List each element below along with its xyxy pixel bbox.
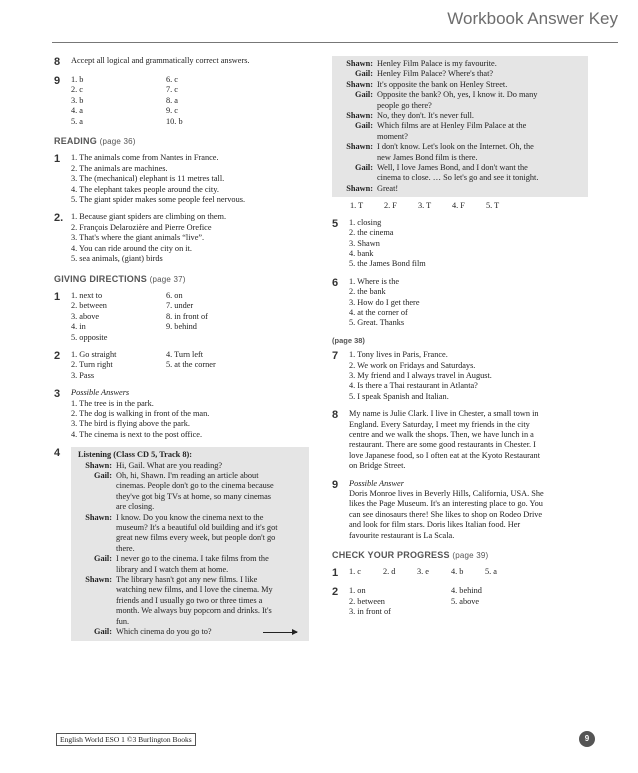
dialogue-turn — [335, 69, 584, 79]
speaker-label: Gail: — [355, 90, 373, 100]
exercise-number: 7 — [332, 350, 339, 363]
answer-line: 3. above — [71, 311, 100, 321]
answer-line: 1. Because giant spiders are climbing on them. — [71, 212, 227, 222]
answer-line: favourite restaurant is La Scala. — [349, 530, 455, 540]
answer-line: 3. The (mechanical) elephant is 11 metres tall. — [71, 174, 225, 184]
exercise-9 — [54, 75, 309, 127]
speaker-line: The library hasn't got any new films. I like watching new films, and I love the cinema. My friends and I usually go two or three times a month. We always buy popcorn and drinks. It's fun. — [116, 575, 273, 626]
progress-exercise-2 — [332, 586, 588, 617]
exercise-number: 4 — [54, 447, 61, 460]
exercise-8-writing — [332, 409, 588, 471]
answers-col-2 — [451, 586, 482, 617]
answer-lines — [71, 212, 309, 264]
exercise-number: 2 — [332, 586, 339, 599]
answer-line: likes the Page Museum. It's an interesting place to go. You — [349, 499, 543, 509]
speaker-label: Gail: — [355, 121, 373, 131]
exercise-number: 2 — [54, 349, 61, 362]
exercise-number: 3 — [54, 388, 61, 401]
speaker-line: Oh, hi, Shawn. I'm reading an article about cinemas. People don't go to the cinema because they've got big TVs at home, so many cinemas are closing. — [116, 471, 274, 512]
left-column — [54, 56, 309, 648]
answer-line: 4. a — [71, 106, 83, 116]
answer-line: 4. You can ride around the city on it. — [71, 243, 192, 253]
speaker-label: Gail: — [355, 163, 373, 173]
tf-answer: 3. T — [418, 201, 432, 211]
answer-line: 5. sea animals, (giant) birds — [71, 254, 163, 264]
answer-line: love Japanese food, so I often eat at the Kyoto Restaurant — [349, 450, 540, 460]
answer-line: 6. on — [166, 290, 183, 300]
answer-line: 9. behind — [166, 322, 197, 332]
exercise-5 — [332, 218, 588, 270]
tf-answer: 2. F — [384, 201, 397, 211]
answer-line: 6. c — [166, 75, 178, 84]
speaker-line: Well, I love James Bond, and I don't want the cinema to close. … So let's go and see it tonight. — [377, 163, 539, 183]
answer-line: 3. in front of — [349, 607, 391, 617]
header-divider — [52, 42, 618, 43]
page-reference: (page 38) — [332, 335, 365, 345]
answer-line: 5. the James Bond film — [349, 259, 426, 269]
answer-line: 4. Is there a Thai restaurant in Atlanta? — [349, 381, 478, 391]
answer-line: 4. bank — [349, 248, 374, 258]
exercise-subheading: Possible Answers — [71, 388, 130, 398]
answers-col-1 — [71, 75, 166, 127]
answer-lines — [349, 409, 588, 471]
answer-line: 4. Turn left — [166, 349, 204, 359]
answer-lines — [71, 153, 309, 205]
answer-line: 8. in front of — [166, 311, 208, 321]
answer-line: 2. The animals are machines. — [71, 163, 168, 173]
speaker-label: Shawn: — [85, 512, 112, 522]
speaker-label: Shawn: — [346, 111, 373, 121]
dialogue-turn — [335, 163, 584, 184]
answer-line: 5. above — [451, 596, 480, 606]
answer-line: 7. c — [166, 85, 178, 95]
directions-exercise-2 — [54, 350, 309, 381]
answer-line: 1. Go straight — [71, 349, 117, 359]
answer-line: 2. François Delarozière and Pierre Orefice — [71, 222, 212, 232]
speaker-label: Gail: — [355, 69, 373, 79]
page-header-title: Workbook Answer Key — [447, 9, 618, 28]
answer-line: 5. at the corner — [166, 360, 216, 370]
answer-line: 2. the cinema — [349, 228, 394, 238]
dialogue-turn — [74, 513, 305, 555]
answer-line: 1. Tony lives in Paris, France. — [349, 350, 448, 360]
answer-line: 3. How do I get there — [349, 297, 420, 307]
exercise-6 — [332, 277, 588, 329]
answer-line: 2. between — [71, 301, 107, 311]
tf-answer: 5. T — [486, 201, 500, 211]
dialogue-turn — [335, 59, 584, 69]
answer-line: 5. opposite — [71, 332, 108, 342]
answer-lines — [349, 277, 588, 329]
answer-line: 5. Great. Thanks — [349, 318, 405, 328]
speaker-line: Which cinema do you go to? — [116, 627, 212, 637]
answer-line: 1. on — [349, 586, 366, 596]
speaker-line: Great! — [377, 183, 399, 193]
answer-line: 2. Turn right — [71, 360, 113, 370]
speaker-line: No, they don't. It's never full. — [377, 111, 475, 121]
answer-line: 5. The giant spider makes some people feel nervous. — [71, 195, 246, 205]
answer-line: 4. in — [71, 322, 86, 332]
answer-line: 7. under — [166, 301, 194, 311]
speaker-label: Shawn: — [346, 59, 373, 68]
answer-line: can see dinosaurs there! She likes to shop on Rodeo Drive — [349, 509, 543, 519]
answer-line: Doris Monroe lives in Beverly Hills, California, USA. She — [349, 489, 544, 499]
speaker-line: Opposite the bank? Oh, yes, I know it. Do many people go there? — [377, 90, 538, 110]
speaker-line: I know. Do you know the cinema next to the museum? It's a beautiful old building and it's got great new films every week, but people don't go there. — [116, 512, 278, 553]
answer-line: 1. The animals come from Nantes in France. — [71, 153, 219, 163]
speaker-line: Henley Film Palace? Where's that? — [377, 69, 494, 79]
dialogue-turn — [74, 461, 305, 471]
answers-col-2 — [166, 75, 183, 127]
progress-answer: 4. b — [451, 567, 464, 577]
answer-line: 10. b — [166, 116, 183, 126]
answer-line: 4. at the corner of — [349, 307, 408, 317]
progress-answer: 5. a — [485, 567, 497, 577]
answer-line: 1. next to — [71, 290, 103, 300]
right-column — [332, 56, 588, 625]
exercise-9-writing — [332, 479, 588, 541]
exercise-7 — [332, 350, 588, 402]
answer-line: 3. The bird is flying above the park. — [71, 419, 190, 429]
speaker-line: I don't know. Let's look on the Internet. Oh, the new James Bond film is there. — [377, 142, 534, 162]
answer-lines — [349, 489, 588, 541]
true-false-answers — [350, 201, 588, 211]
exercise-number: 9 — [332, 478, 339, 491]
section-heading-giving-directions: GIVING DIRECTIONS (page 37) — [54, 273, 186, 284]
answer-line: My name is Julie Clark. I live in Chester, a small town in — [349, 409, 539, 419]
progress-answer: 1. c — [349, 567, 361, 577]
dialogue-continued — [332, 56, 588, 197]
answers-col-1 — [349, 586, 451, 617]
speaker-label: Shawn: — [85, 460, 112, 470]
answer-lines — [71, 399, 309, 441]
dialogue-turn — [335, 121, 584, 142]
exercise-number: 1 — [54, 290, 61, 303]
directions-exercise-1 — [54, 291, 309, 343]
progress-answer: 3. e — [417, 567, 429, 577]
answer-line: 1. Where is the — [349, 276, 400, 286]
answer-line: 5. I speak Spanish and Italian. — [349, 391, 449, 401]
answers-col-2 — [166, 291, 208, 343]
answer-line: restaurant. There are some good restaurants in Chester. I — [349, 440, 536, 450]
dialogue-turn — [74, 575, 305, 627]
dialogue-turn — [335, 111, 584, 121]
answer-line: 3. Pass — [71, 370, 95, 380]
answer-line: 1. closing — [349, 217, 382, 227]
speaker-label: Shawn: — [85, 575, 112, 585]
exercise-number: 8 — [54, 56, 61, 68]
answers-col-1 — [71, 350, 166, 381]
exercise-subheading: Possible Answer — [349, 478, 404, 488]
dialogue-turn — [335, 142, 584, 163]
answer-line: 2. The dog is walking in front of the man. — [71, 408, 210, 418]
listening-heading: Listening (Class CD 5, Track 8): — [78, 450, 193, 460]
answer-lines — [349, 218, 588, 270]
answer-line: 1. The tree is in the park. — [71, 398, 154, 408]
dialogue-turn — [74, 471, 305, 513]
reading-exercise-2 — [54, 212, 309, 264]
footer-credit: English World ESO 1 ©3 Burlington Books — [56, 733, 196, 746]
answer-line: 4. The elephant takes people around the city. — [71, 184, 219, 194]
answer-line: 9. c — [166, 106, 178, 116]
reading-exercise-1 — [54, 153, 309, 205]
exercise-number: 9 — [54, 75, 61, 87]
answer-line: 1. b — [71, 75, 84, 84]
answer-line: 3. b — [71, 95, 84, 105]
dialogue-turn — [335, 90, 584, 111]
exercise-text: Accept all logical and grammatically correct answers. — [71, 56, 250, 65]
answer-lines — [349, 350, 588, 402]
speaker-label: Gail: — [94, 554, 112, 564]
answer-line: 3. That's where the giant animals “live”. — [71, 233, 205, 243]
answer-line: 2. between — [349, 596, 385, 606]
answer-line: 5. a — [71, 116, 83, 126]
answer-line: England. Every Saturday, I meet my friends in the city — [349, 419, 530, 429]
directions-exercise-4 — [54, 447, 309, 640]
answer-line: centre and we walk the shops. Then, we have lunch in a — [349, 430, 534, 439]
exercise-number: 2. — [54, 212, 64, 225]
dialogue-turn — [335, 80, 584, 90]
answer-line: 3. Shawn — [349, 238, 380, 248]
answer-line: 2. the bank — [349, 287, 386, 297]
answers-col-1 — [71, 291, 166, 343]
answer-line: 2. We work on Fridays and Saturdays. — [349, 360, 476, 370]
speaker-line: It's opposite the bank on Henley Street. — [377, 79, 508, 89]
speaker-label: Gail: — [94, 627, 112, 637]
answer-line: 4. The cinema is next to the post office. — [71, 429, 203, 439]
progress-answer: 2. d — [383, 567, 396, 577]
answer-line: 4. behind — [451, 586, 482, 596]
continue-arrow-icon — [263, 632, 297, 633]
speaker-line: Hi, Gail. What are you reading? — [116, 460, 223, 470]
answer-line: on Bridge Street. — [349, 461, 406, 471]
dialogue-turn — [335, 184, 584, 194]
exercise-number: 8 — [332, 409, 339, 422]
speaker-label: Shawn: — [346, 183, 373, 193]
section-heading-reading: READING (page 36) — [54, 136, 136, 147]
tf-answer: 1. T — [350, 201, 364, 211]
section-heading-check-progress: CHECK YOUR PROGRESS (page 39) — [332, 550, 489, 561]
speaker-line: Henley Film Palace is my favourite. — [377, 59, 497, 68]
answers-col-2 — [166, 350, 216, 381]
speaker-label: Gail: — [94, 471, 112, 480]
exercise-number: 6 — [332, 276, 339, 289]
speaker-line: I never go to the cinema. I take films from the library and I watch them at home. — [116, 554, 269, 574]
progress-exercise-1 — [332, 567, 588, 579]
exercise-number: 1 — [332, 567, 339, 580]
dialogue-turn — [74, 554, 305, 575]
answer-line: 2. c — [71, 85, 83, 95]
exercise-number: 1 — [54, 153, 61, 166]
progress-answers — [349, 567, 588, 579]
speaker-label: Shawn: — [346, 142, 373, 152]
directions-exercise-3 — [54, 388, 309, 440]
answer-line: 3. My friend and I always travel in August. — [349, 370, 492, 380]
answer-line: 8. a — [166, 95, 178, 105]
tf-answer: 4. F — [452, 201, 465, 211]
answer-line: and look for film stars. Doris likes Italian food. Her — [349, 520, 521, 530]
speaker-label: Shawn: — [346, 79, 373, 89]
speaker-line: Which films are at Henley Film Palace at the moment? — [377, 121, 527, 141]
exercise-number: 5 — [332, 217, 339, 230]
dialogue — [74, 461, 305, 638]
exercise-8 — [54, 56, 309, 68]
page-number: 9 — [579, 731, 595, 747]
